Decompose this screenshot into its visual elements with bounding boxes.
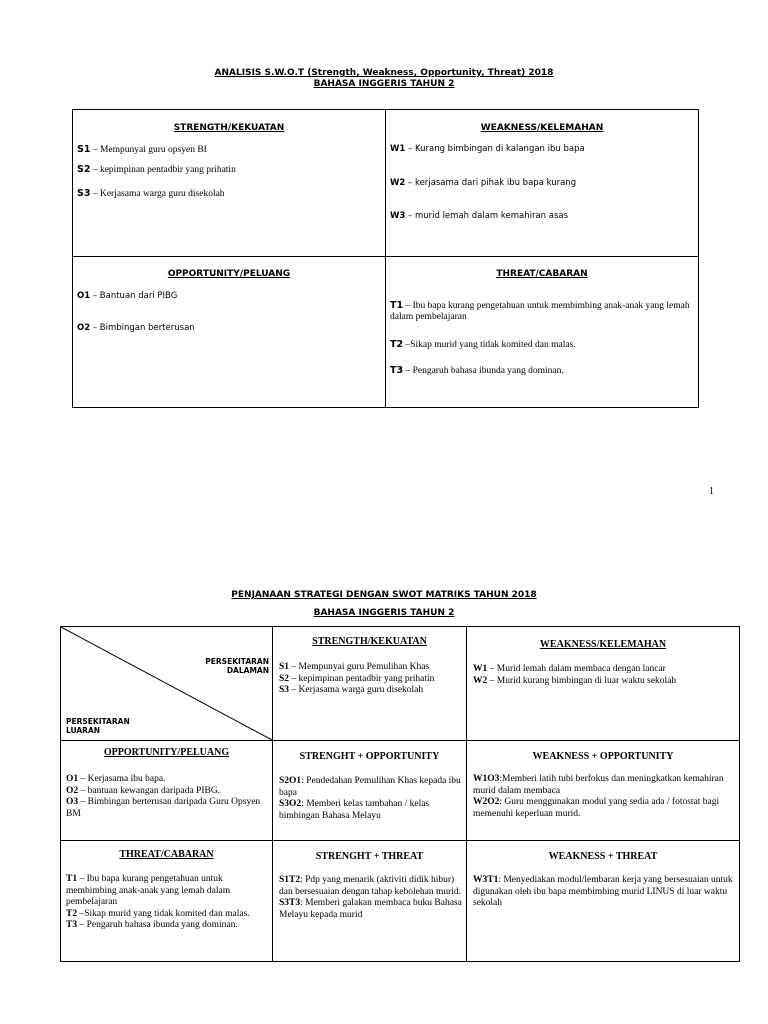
matrix-divider-v2: [466, 627, 467, 961]
swot-opportunity-cell: [73, 257, 385, 407]
item-code: S3: [279, 685, 290, 695]
weakness-heading: WEAKNESS/KELEMAHAN: [480, 123, 604, 133]
item-code: S1: [77, 144, 91, 155]
item-code: O3: [66, 797, 79, 807]
matrix-subtitle: BAHASA INGGERIS TAHUN 2: [313, 608, 455, 618]
item-text: : Pendedahan Pemulihan Khas kepada ibu bapa: [279, 776, 461, 798]
item-code: S3O2: [279, 799, 302, 809]
item-text: – Kerjasama warga guru disekolah: [90, 189, 225, 199]
item-code: W1: [473, 664, 488, 674]
item-text: : Guru menggunakan modul yang sedia ada / fotostat bagi memenuhi keperluan murid.: [473, 797, 720, 819]
item-code: S3: [77, 188, 91, 199]
item-text: – Ibu bapa kurang pengetahuan untuk membimbing anak-anak yang lemah dalam pembelajaran: [66, 874, 231, 907]
opportunity-item-o1: [77, 291, 177, 302]
matrix-threat-item: [66, 874, 264, 909]
strength-item-s3: [77, 188, 225, 200]
matrix-threat-list: [66, 874, 264, 932]
matrix-threat-item: [66, 920, 264, 932]
item-text: – Kerjasama warga guru disekolah: [289, 685, 424, 695]
matrix-divider-h1: [61, 740, 739, 741]
matrix-opportunity-item: [66, 786, 266, 798]
item-code: W1: [390, 144, 406, 154]
corner-label-line: PERSEKITARAN: [66, 717, 130, 726]
opportunity-item-o2: [77, 323, 195, 334]
matrix-weakness-item: [473, 676, 735, 688]
swot-table: [72, 109, 699, 408]
matrix-strength-item: [279, 674, 464, 686]
item-code: T1: [66, 874, 78, 884]
corner-label-dalaman: [197, 657, 269, 675]
swot-strength-cell: [73, 110, 385, 256]
matrix-weakness-list: [473, 664, 735, 687]
matrix-weakness-heading: WEAKNESS/KELEMAHAN: [539, 639, 667, 650]
item-code: T2: [390, 339, 404, 350]
item-text: – Kerjasama ibu bapa.: [78, 774, 166, 784]
item-text: – kerjasama dari pihak ibu bapa kurang: [405, 178, 577, 188]
strength-item-s1: [77, 144, 207, 156]
matrix-opportunity-heading: OPPORTUNITY/PELUANG: [103, 747, 230, 758]
matrix-strength-list: [279, 662, 464, 697]
item-text: : Pdp yang menarik (aktiviti didik hibur) dan bersesuaian dengan tahap kebolehan murid.: [279, 875, 462, 897]
strength-heading: STRENGTH/KEKUATAN: [173, 123, 285, 133]
item-code: W2: [390, 178, 406, 188]
item-code: O2: [66, 785, 79, 796]
item-code: W3: [390, 211, 406, 221]
wo-heading: WEAKNESS + OPPORTUNITY: [532, 751, 674, 762]
so-heading: STRENGHT + OPPORTUNITY: [299, 751, 440, 762]
so-list: [279, 776, 462, 822]
item-text: – Pengaruh bahasa ibunda yang dominan.: [77, 920, 238, 930]
swot-threat-cell: [386, 257, 698, 407]
matrix-threat-item: [66, 909, 264, 921]
matrix-divider-v1: [272, 627, 273, 961]
item-text: :Memberi latih tubi berfokus dan meningkatkan kemahiran murid dalam membaca: [473, 774, 724, 796]
threat-item-t1: [390, 300, 690, 323]
item-code: T2: [66, 908, 78, 919]
matrix-strength-heading: STRENGTH/KEKUATAN: [312, 636, 427, 647]
wo-item: [473, 797, 735, 820]
item-code: S3T3: [279, 898, 301, 908]
matrix-strength-item: [279, 685, 464, 697]
wo-item: [473, 774, 735, 797]
item-code: S1T2: [279, 875, 301, 885]
item-text: – Kurang bimbingan di kalangan ibu bapa: [405, 144, 585, 154]
item-text: – Ibu bapa kurang pengetahuan untuk membimbing anak-anak yang lemah dalam pembelajaran: [390, 301, 690, 322]
item-text: –Sikap murid yang tidak komited dan malas.: [403, 340, 576, 350]
st-list: [279, 875, 462, 921]
item-code: O2: [77, 323, 91, 333]
threat-item-t3: [390, 365, 564, 377]
item-code: O1: [66, 774, 79, 784]
weakness-item-w1: [390, 144, 585, 155]
swot-weakness-cell: [386, 110, 698, 256]
item-code: T3: [390, 365, 404, 376]
item-text: – Murid kurang bimbingan di luar waktu sekolah: [487, 675, 677, 686]
item-text: –Sikap murid yang tidak komited dan malas.: [77, 908, 250, 919]
item-code: T1: [390, 300, 404, 311]
weakness-item-w2: [390, 178, 576, 189]
item-code: W2: [473, 675, 488, 686]
item-text: : Memberi galakan membaca buku Bahasa Melayu kepada murid: [279, 898, 462, 920]
item-code: W3T1: [473, 875, 499, 885]
item-code: W2O2: [473, 797, 500, 807]
item-text: – kepimpinan pentadbir yang prihatin: [90, 165, 236, 175]
page-number: 1: [709, 486, 714, 497]
wt-item: [473, 875, 735, 910]
swot-matrix-table: [60, 626, 740, 962]
swot-title: ANALISIS S.W.O.T (Strength, Weakness, Opportunity, Threat) 2018: [214, 68, 554, 78]
wt-heading: WEAKNESS + THREAT: [548, 851, 658, 862]
weakness-item-w3: [390, 211, 568, 222]
item-text: : Memberi kelas tambahan / kelas bimbingan Bahasa Melayu: [279, 799, 430, 821]
item-code: S2O1: [279, 776, 302, 786]
corner-label-line: LUARAN: [66, 726, 101, 735]
so-item: [279, 776, 462, 799]
matrix-opportunity-item: [66, 797, 266, 820]
matrix-threat-heading: THREAT/CABARAN: [119, 849, 214, 860]
threat-heading: THREAT/CABARAN: [496, 269, 588, 279]
st-item: [279, 875, 462, 898]
item-text: – Murid lemah dalam membaca dengan lancar: [487, 664, 666, 674]
corner-label-luaran: [66, 717, 130, 735]
item-code: S2: [279, 673, 290, 684]
corner-label-line: PERSEKITARAN: [205, 657, 269, 666]
matrix-weakness-item: [473, 664, 735, 676]
item-text: – Pengaruh bahasa ibunda yang dominan.: [403, 366, 564, 376]
corner-label-line: DALAMAN: [226, 666, 269, 675]
opportunity-heading: OPPORTUNITY/PELUANG: [167, 269, 291, 279]
item-text: – Mempunyai guru opsyen BI: [90, 145, 207, 155]
item-code: T3: [66, 920, 78, 930]
item-text: – kepimpinan pentadbir yang prihatin: [289, 673, 435, 684]
st-item: [279, 898, 462, 921]
item-text: – Bimbingan berterusan daripada Guru Opsyen BM: [66, 797, 261, 819]
wo-list: [473, 774, 735, 820]
item-code: S1: [279, 662, 290, 672]
swot-subtitle: BAHASA INGGERIS TAHUN 2: [313, 79, 455, 89]
item-text: : Menyediakan modul/lembaran kerja yang bersesuaian untuk digunakan oleh ibu bapa membimbing murid LINUS di luar waktu sekolah: [473, 875, 733, 908]
threat-item-t2: [390, 339, 576, 351]
item-text: – Bimbingan berterusan: [90, 323, 195, 333]
matrix-opportunity-list: [66, 774, 266, 820]
st-heading: STRENGHT + THREAT: [315, 851, 424, 862]
strength-item-s2: [77, 164, 236, 176]
matrix-title: PENJANAAN STRATEGI DENGAN SWOT MATRIKS TAHUN 2018: [231, 590, 537, 600]
item-code: O1: [77, 291, 91, 301]
item-text: – Bantuan dari PIBG: [90, 291, 178, 301]
matrix-strength-item: [279, 662, 464, 674]
matrix-divider-h2: [61, 840, 739, 841]
item-text: – Mempunyai guru Pemulihan Khas: [289, 662, 430, 672]
item-code: S2: [77, 164, 91, 175]
wt-list: [473, 875, 735, 910]
item-code: W1O3: [473, 774, 500, 784]
item-text: – bantuan kewangan daripada PIBG.: [78, 785, 221, 796]
item-text: – murid lemah dalam kemahiran asas: [405, 211, 569, 221]
matrix-opportunity-item: [66, 774, 266, 786]
so-item: [279, 799, 462, 822]
